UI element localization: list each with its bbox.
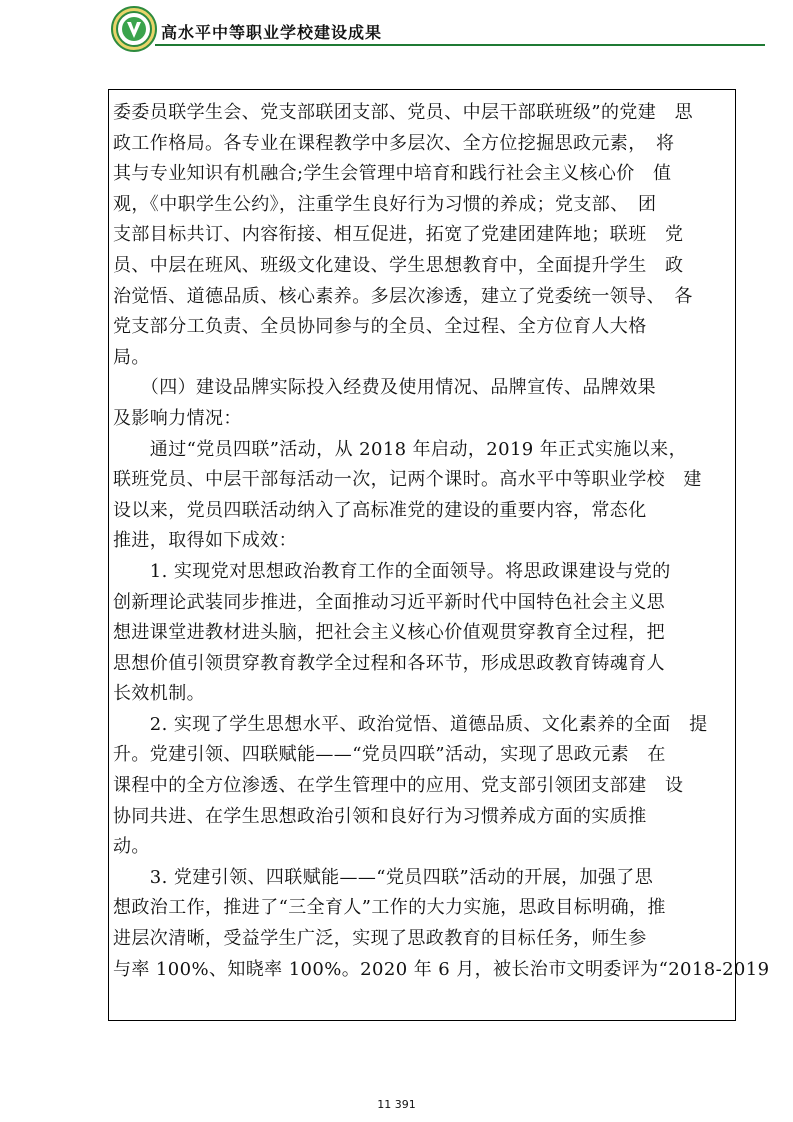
text-line: 通过“党员四联”活动，从 2018 年启动，2019 年正式实施以来， — [113, 438, 687, 460]
header-rule — [155, 44, 765, 46]
text-line: 课程中的全方位渗透、在学生管理中的应用、党支部引领团支部建 设 — [113, 775, 684, 797]
text-line: （四）建设品牌实际投入经费及使用情况、品牌宣传、品牌效果 — [113, 377, 656, 399]
text-line: 支部目标共订、内容衔接、相互促进，拓宽了党建团建阵地；联班 党 — [113, 224, 684, 246]
text-line: 委委员联学生会、党支部联团支部、党员、中层干部联班级”的党建 思 — [113, 102, 693, 123]
text-line: 2. 实现了学生思想水平、政治觉悟、道德品质、文化素养的全面 提 — [113, 713, 708, 735]
text-line: 1. 实现党对思想政治教育工作的全面领导。将思政课建设与党的 — [113, 560, 671, 582]
text-line: 动。 — [113, 836, 150, 858]
text-line: 协同共进、在学生思想政治引领和良好行为习惯养成方面的实质推 — [113, 805, 647, 827]
text-line: 员、中层在班风、班级文化建设、学生思想教育中，全面提升学生 政 — [113, 254, 684, 276]
page-header — [0, 0, 793, 70]
page-number: 11 391 — [377, 1098, 416, 1111]
text-line: 思想价值引领贯穿教育教学全过程和各环节，形成思政教育铸魂育人 — [113, 652, 665, 674]
school-emblem-icon — [111, 6, 157, 52]
header-title: 高水平中等职业学校建设成果 — [161, 23, 383, 42]
text-line: 创新理论武装同步推进，全面推动习近平新时代中国特色社会主义思 — [113, 591, 665, 613]
text-line: 设以来，党员四联活动纳入了高标准党的建设的重要内容，常态化 — [113, 499, 647, 521]
text-line: 升。党建引领、四联赋能——“党员四联”活动，实现了思政元素 在 — [113, 744, 666, 766]
text-line: 政工作格局。各专业在课程教学中多层次、全方位挖掘思政元素， 将 — [113, 132, 675, 154]
text-line: 其与专业知识有机融合;学生会管理中培育和践行社会主义核心价 值 — [113, 163, 672, 185]
text-line: 观，《中职学生公约》，注重学生良好行为习惯的养成；党支部、 团 — [113, 193, 657, 215]
text-line: 联班党员、中层干部每活动一次，记两个课时。高水平中等职业学校 建 — [113, 469, 702, 491]
text-line: 局。 — [113, 346, 150, 368]
text-line: 长效机制。 — [113, 683, 205, 705]
text-line: 进层次清晰，受益学生广泛，实现了思政教育的目标任务，师生参 — [113, 928, 647, 950]
text-line: 推进，取得如下成效： — [113, 530, 297, 552]
body-text — [113, 98, 770, 985]
text-line: 与率 100%、知晓率 100%。2020 年 6 月，被长治市文明委评为“2018-2019 — [113, 958, 770, 980]
text-line: 治觉悟、道德品质、核心素养。多层次渗透，建立了党委统一领导、 各 — [113, 285, 693, 307]
text-line: 想进课堂进教材进头脑，把社会主义核心价值观贯穿教育全过程，把 — [113, 622, 665, 644]
text-line: 3. 党建引领、四联赋能——“党员四联”活动的开展，加强了思 — [113, 866, 654, 888]
text-line: 党支部分工负责、全员协同参与的全员、全过程、全方位育人大格 — [113, 316, 647, 338]
text-line: 想政治工作，推进了“三全育人”工作的大力实施，思政目标明确，推 — [113, 897, 666, 919]
text-line: 及影响力情况： — [113, 407, 242, 429]
